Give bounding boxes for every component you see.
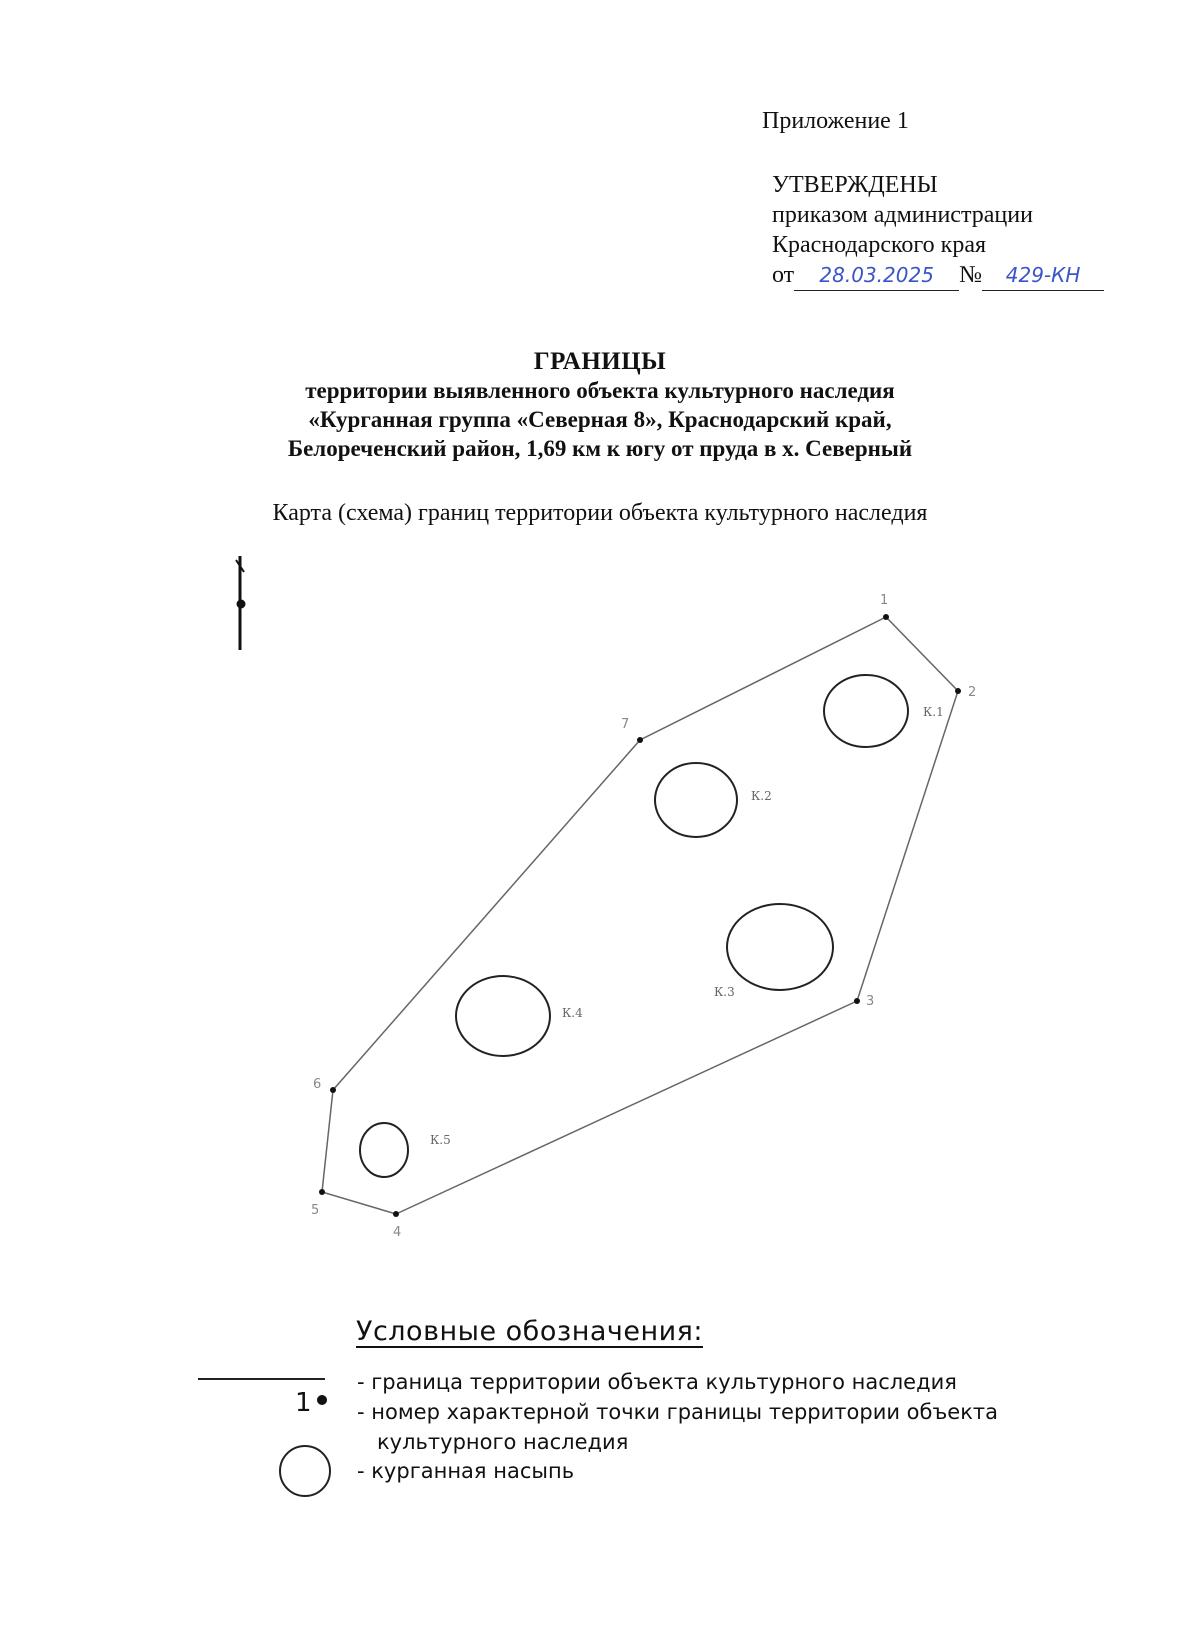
legend-point-text: - номер характерной точки границы территории объекта — [357, 1400, 999, 1424]
mound-circle-icon — [280, 1446, 330, 1496]
point-label: 2 — [968, 685, 977, 700]
point-label: 6 — [313, 1077, 322, 1092]
legend-point-number: 1 — [295, 1388, 312, 1418]
legend-mound-text: - курганная насыпь — [357, 1459, 575, 1483]
mound-label: К.5 — [430, 1133, 451, 1147]
boundary-points — [319, 614, 961, 1217]
point-label: 5 — [311, 1203, 320, 1218]
point-label: 4 — [393, 1225, 402, 1240]
north-arrow-icon — [236, 556, 245, 650]
map-caption: Карта (схема) границ территории объекта культурного наследия — [272, 500, 928, 526]
boundary-point — [330, 1087, 336, 1093]
boundary-point — [319, 1189, 325, 1195]
appendix-label: Приложение 1 — [762, 108, 909, 134]
mound-circle-icon — [655, 763, 737, 837]
mound-circle-icon — [360, 1123, 408, 1177]
point-label: 3 — [866, 994, 875, 1009]
approval-line-2: приказом администрации — [772, 202, 1033, 228]
mound-label: К.1 — [923, 705, 944, 719]
point-marker-icon — [317, 1395, 327, 1405]
title-line-2: «Курганная группа «Северная 8», Краснодарский край, — [308, 407, 892, 432]
boundary-point — [393, 1211, 399, 1217]
legend-title: Условные обозначения: — [356, 1316, 703, 1347]
title-line-1: территории выявленного объекта культурного наследия — [305, 378, 895, 403]
mound-label: К.2 — [751, 789, 772, 803]
mound-label: К.3 — [714, 985, 735, 999]
boundary-point — [637, 737, 643, 743]
boundary-point — [883, 614, 889, 620]
handwritten-number: 429-КН — [982, 260, 1104, 291]
mound-label: К.4 — [562, 1006, 583, 1020]
boundary-point — [955, 688, 961, 694]
date-prefix: от — [772, 262, 795, 288]
legend-point-text-cont: культурного наследия — [377, 1430, 629, 1454]
point-label: 1 — [880, 593, 889, 608]
legend-boundary-text: - граница территории объекта культурного наследия — [357, 1370, 957, 1394]
approval-line-3: Краснодарского края — [772, 232, 987, 258]
mound-circle-icon — [456, 976, 550, 1056]
number-prefix: № — [959, 262, 983, 288]
title-line-3: Белореченский район, 1,69 км к югу от пруда в х. Северный — [287, 436, 913, 461]
mound-circle-icon — [727, 904, 833, 990]
handwritten-date: 28.03.2025 — [794, 260, 959, 291]
mound-circle-icon — [824, 675, 908, 747]
boundary-point — [854, 998, 860, 1004]
territory-boundary — [322, 617, 958, 1214]
approval-line-1: УТВЕРЖДЕНЫ — [772, 172, 938, 198]
point-label: 7 — [621, 717, 630, 732]
title-main: ГРАНИЦЫ — [533, 348, 667, 375]
